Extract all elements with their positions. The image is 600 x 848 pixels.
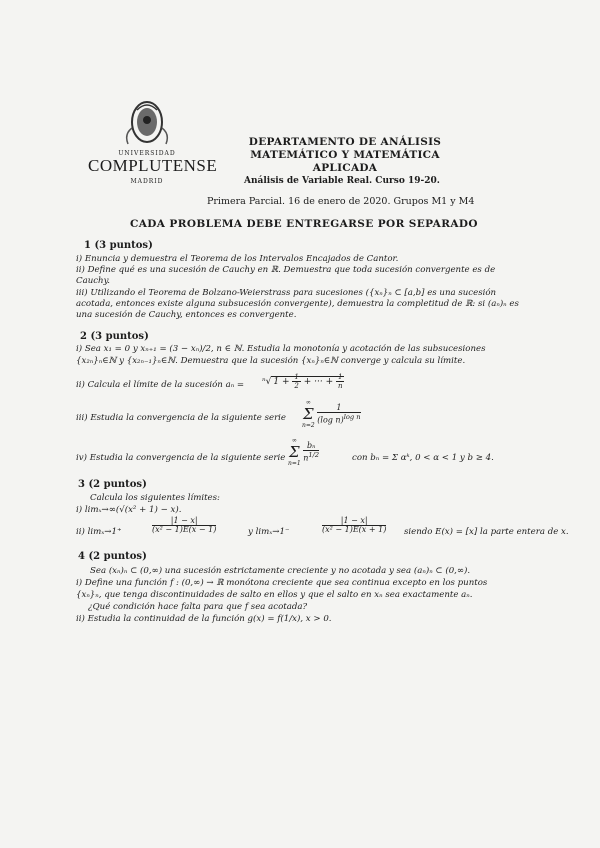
problem-4-line: ii) Estudia la continuidad de la función g(x) = f(1/x), x > 0.: [76, 614, 332, 624]
university-logo: [88, 98, 218, 190]
problem-4-line: ¿Qué condición hace falta para que f sea acotada?: [88, 602, 308, 612]
course-line: Análisis de Variable Real. Curso 19-20.: [244, 176, 440, 186]
problem-2-line: iv) Estudia la convergencia de la siguiente serie: [76, 453, 286, 463]
problem-1-line: ii) Define qué es una sucesión de Cauchy en ℝ. Demuestra que toda sucesión convergente es de: [76, 265, 496, 275]
department-line-2: MATEMÁTICO Y MATEMÁTICA: [250, 149, 440, 161]
department-line-3: APLICADA: [312, 162, 378, 174]
department-line-1: DEPARTAMENTO DE ANÁLISIS: [248, 136, 442, 148]
notice-line: CADA PROBLEMA DEBE ENTREGARSE POR SEPARADO: [130, 218, 478, 230]
problem-4-line: {xₙ}ₙ, que tenga discontinuidades de salto en ellos y que el salto en xₙ sea exactamente aₙ.: [76, 590, 473, 600]
problem-3-heading: 3 (2 puntos): [78, 479, 147, 490]
exam-line: Primera Parcial. 16 de enero de 2020. Grupos M1 y M4: [207, 196, 475, 207]
problem-4-line: Sea (xₙ)ₙ ⊂ (0,∞) una sucesión estrictamente creciente y no acotada y sea (aₙ)ₙ ⊂ (0,∞).: [90, 566, 471, 576]
sigma-symbol: Σ: [289, 443, 300, 461]
problem-4-line: i) Define una función f : (0,∞) → ℝ monótona creciente que sea continua excepto en los puntos: [76, 578, 488, 588]
limit-fraction-1: $\frac{|1 - x|}{\text{(x² − 1)E(x − 1)}}$: [152, 516, 217, 534]
crest-icon: [114, 98, 180, 150]
university-name: COMPLUTENSE: [88, 156, 218, 175]
problem-2-line: {x₂ₙ}ₙ∈ℕ y {x₂ₙ₋₁}ₙ∈ℕ. Demuestra que la sucesión {xₙ}ₙ∈ℕ converge y calcula su límite.: [76, 356, 466, 366]
series-2: ∞ Σ n=1 $\frac{\text{bₙ}}{n^{1/2}}$: [288, 437, 320, 467]
problem-3-line: siendo E(x) = [x] la parte entera de x.: [404, 527, 569, 537]
problem-1-heading: 1 (3 puntos): [84, 240, 153, 251]
university-city: MADRID: [130, 178, 164, 185]
nth-root-expression: ⁿ√ 1 + $\frac{1}{2}$ + ··· + $\frac{1}{n}$: [262, 373, 343, 390]
problem-3-line: i) limₓ→∞(√(x² + 1) − x).: [76, 505, 182, 515]
problem-1-line: una sucesión de Cauchy, entonces es convergente.: [76, 310, 297, 320]
university-top-text: UNIVERSIDAD: [118, 150, 176, 157]
series-1: ∞ Σ n=2 $\frac{1}{(\log n)^{log n}}$: [302, 399, 361, 429]
sum-lower: n=1: [288, 460, 301, 467]
problem-2-line: ii) Calcula el límite de la sucesión aₙ =: [76, 380, 245, 390]
problem-2-line: i) Sea x₁ = 0 y xₙ₊₁ = (3 − xₙ)/2, n ∈ ℕ. Estudia la monotonía y acotación de las subsucesiones: [76, 344, 486, 354]
problem-2-heading: 2 (3 puntos): [80, 331, 149, 342]
problem-1-line: i) Enuncia y demuestra el Teorema de los Intervalos Encajados de Cantor.: [76, 254, 399, 264]
problem-3-line: Calcula los siguientes límites:: [90, 493, 220, 503]
problem-2-line: con bₙ = Σ αᵏ, 0 < α < 1 y b ≥ 4.: [352, 453, 494, 463]
problem-2-line: iii) Estudia la convergencia de la siguiente serie: [76, 413, 287, 423]
problem-1-line: acotada, entonces existe alguna subsucesión convergente), demuestra la completitud de ℝ: si (aₙ)ₙ es: [76, 299, 519, 309]
limit-fraction-2: $\frac{|1 - x|}{\text{(x² − 1)E(x + 1)}}$: [322, 516, 387, 534]
problem-3-line: ii) limₓ→1⁺: [76, 527, 122, 537]
problem-3-line: y limₓ→1⁻: [248, 527, 290, 537]
problem-1-line: Cauchy.: [76, 276, 111, 286]
sum-upper: ∞: [291, 437, 297, 444]
problem-4-heading: 4 (2 puntos): [78, 551, 147, 562]
sum-lower: n=2: [302, 422, 315, 429]
problem-1-line: iii) Utilizando el Teorema de Bolzano-Weierstrass para sucesiones ({xₙ}ₙ ⊂ [a,b] es una sucesión: [76, 288, 497, 298]
sum-upper: ∞: [305, 399, 311, 406]
sigma-symbol: Σ: [303, 405, 314, 423]
